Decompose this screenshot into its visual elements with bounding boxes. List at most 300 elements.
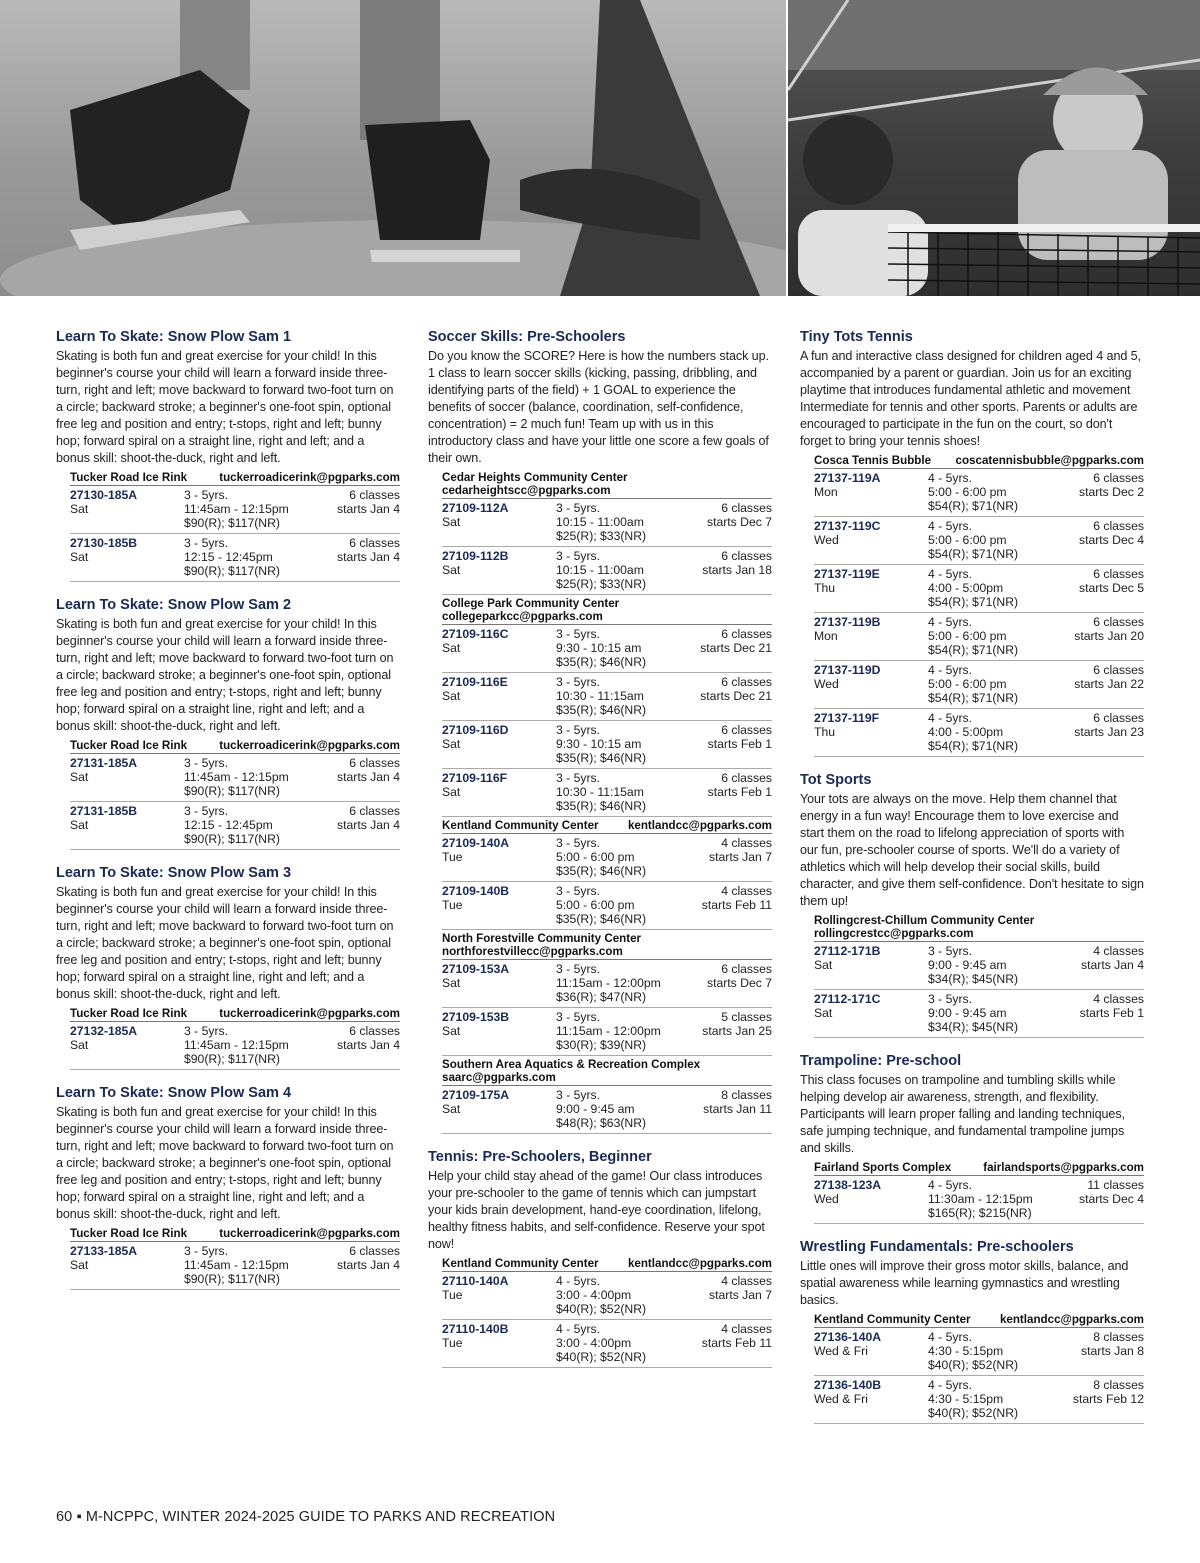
class-row	[70, 1022, 400, 1070]
class-age: 3 - 5yrs.	[556, 1088, 601, 1102]
class-start: starts Jan 7	[709, 1288, 772, 1302]
class-time: 9:00 - 9:45 am	[928, 958, 1007, 972]
location-email: collegeparkcc@pgparks.com	[442, 610, 603, 623]
class-start: starts Dec 4	[1078, 533, 1144, 547]
location-header	[814, 1311, 1144, 1328]
class-spacer	[442, 1302, 556, 1316]
program-section	[428, 1148, 772, 1368]
class-time: 10:15 - 11:00am	[556, 563, 644, 577]
class-spacer	[1079, 499, 1144, 513]
program-title: Learn To Skate: Snow Plow Sam 1	[56, 329, 292, 345]
class-code: 27130-185A	[70, 488, 138, 502]
class-spacer	[814, 499, 928, 513]
class-start: starts Jan 23	[1074, 725, 1144, 739]
class-age: 3 - 5yrs.	[556, 771, 601, 785]
class-fee: $25(R); $33(NR)	[556, 577, 647, 591]
class-spacer	[442, 912, 556, 926]
class-spacer	[700, 703, 772, 717]
class-row	[814, 565, 1144, 613]
class-spacer	[702, 1350, 772, 1364]
class-fee: $30(R); $39(NR)	[556, 1038, 647, 1052]
class-start: starts Jan 11	[703, 1102, 772, 1116]
class-day: Sat	[442, 563, 461, 577]
program-title: Learn To Skate: Snow Plow Sam 3	[56, 865, 292, 881]
class-day: Sat	[442, 515, 461, 529]
program-description: Your tots are always on the move. Help them channel that energy in a fun way! Encourage them to love exercise and start them on the road to lifelong appreciation of sports with our fun, pre-schooler course of sports. We'll do a variety of athletics which will help develop their social skills, build character, and give them self-confidence. Don't hesitate to sign them up!	[800, 792, 1144, 908]
class-fee: $35(R); $46(NR)	[556, 912, 647, 926]
class-time: 10:15 - 11:00am	[556, 515, 644, 529]
class-spacer	[1074, 643, 1144, 657]
class-day: Sat	[442, 689, 461, 703]
class-spacer	[70, 1272, 184, 1286]
class-time: 11:45am - 12:15pm	[184, 1258, 289, 1272]
class-age: 3 - 5yrs.	[556, 675, 601, 689]
class-day: Tue	[442, 1288, 463, 1302]
class-fee: $34(R); $45(NR)	[928, 972, 1019, 986]
class-count: 4 classes	[721, 1322, 772, 1336]
class-code: 27109-153B	[442, 1010, 510, 1024]
column-2	[428, 328, 772, 1382]
class-spacer	[708, 751, 772, 765]
class-spacer	[1073, 1406, 1144, 1420]
class-fee: $35(R); $46(NR)	[556, 799, 647, 813]
class-row	[442, 1086, 772, 1134]
class-spacer	[1079, 1206, 1144, 1220]
class-count: 6 classes	[721, 723, 772, 737]
class-code: 27137-119B	[814, 615, 881, 629]
class-age: 3 - 5yrs.	[184, 1024, 229, 1038]
class-code: 27130-185B	[70, 536, 138, 550]
class-start: starts Dec 2	[1078, 485, 1144, 499]
class-day: Tue	[442, 850, 463, 864]
class-row	[442, 960, 772, 1008]
class-spacer	[70, 564, 184, 578]
class-code: 27110-140A	[442, 1274, 509, 1288]
location-header	[442, 930, 772, 960]
class-age: 3 - 5yrs.	[928, 992, 973, 1006]
class-count: 6 classes	[349, 1024, 400, 1038]
program-section	[800, 328, 1144, 757]
class-spacer	[442, 990, 556, 1004]
class-start: starts Jan 4	[337, 502, 400, 516]
class-spacer	[700, 655, 772, 669]
class-day: Wed	[814, 1192, 839, 1206]
class-spacer	[1081, 972, 1144, 986]
class-age: 3 - 5yrs.	[184, 804, 229, 818]
class-start: starts Feb 1	[707, 785, 772, 799]
class-count: 6 classes	[1093, 711, 1144, 725]
class-spacer	[814, 1020, 928, 1034]
location-name: Kentland Community Center	[814, 1313, 971, 1326]
location-header	[70, 1005, 400, 1022]
class-row	[814, 517, 1144, 565]
class-code: 27109-153A	[442, 962, 510, 976]
class-spacer	[442, 751, 556, 765]
class-day: Sat	[442, 976, 461, 990]
class-fee: $54(R); $71(NR)	[928, 595, 1019, 609]
program-title: Wrestling Fundamentals: Pre-schoolers	[800, 1239, 1074, 1255]
program-description: This class focuses on trampoline and tumbling skills while helping develop air awareness, strength, and flexibility. Participants will learn proper falling and landing techniques, safe jumping technique, and fundamental trampoline jumps and skills.	[800, 1073, 1125, 1155]
location-header	[70, 1225, 400, 1242]
class-code: 27112-171C	[814, 992, 881, 1006]
class-row	[814, 1328, 1144, 1376]
location-email: coscatennisbubble@pgparks.com	[955, 454, 1144, 467]
class-fee: $54(R); $71(NR)	[928, 739, 1019, 753]
class-age: 4 - 5yrs.	[556, 1322, 601, 1336]
class-spacer	[814, 1206, 928, 1220]
class-row	[442, 834, 772, 882]
class-spacer	[70, 1052, 184, 1066]
class-age: 4 - 5yrs.	[928, 1378, 973, 1392]
class-count: 6 classes	[349, 756, 400, 770]
class-day: Sat	[70, 818, 89, 832]
class-day: Wed	[814, 533, 839, 547]
class-row	[814, 469, 1144, 517]
class-age: 3 - 5yrs.	[556, 836, 601, 850]
location-email: rollingcrestcc@pgparks.com	[814, 927, 974, 940]
class-fee: $35(R); $46(NR)	[556, 751, 647, 765]
class-code: 27138-123A	[814, 1178, 882, 1192]
class-spacer	[442, 703, 556, 717]
class-day: Thu	[814, 581, 836, 595]
class-fee: $54(R); $71(NR)	[928, 691, 1019, 705]
class-spacer	[70, 516, 184, 530]
class-count: 6 classes	[721, 501, 772, 515]
class-spacer	[337, 832, 400, 846]
class-spacer	[337, 516, 400, 530]
class-day: Sat	[70, 770, 89, 784]
class-count: 6 classes	[1093, 567, 1144, 581]
class-fee: $90(R); $117(NR)	[184, 564, 280, 578]
class-day: Sat	[814, 958, 833, 972]
class-fee: $40(R); $52(NR)	[556, 1302, 647, 1316]
class-count: 6 classes	[1093, 519, 1144, 533]
class-fee: $40(R); $52(NR)	[556, 1350, 647, 1364]
class-time: 10:30 - 11:15am	[556, 785, 644, 799]
class-start: starts Feb 11	[701, 898, 772, 912]
class-age: 4 - 5yrs.	[928, 615, 973, 629]
class-count: 6 classes	[721, 675, 772, 689]
class-time: 12:15 - 12:45pm	[184, 818, 273, 832]
class-time: 4:00 - 5:00pm	[928, 581, 1004, 595]
location-email: kentlandcc@pgparks.com	[627, 1257, 772, 1270]
class-fee: $35(R); $46(NR)	[556, 655, 647, 669]
class-row	[442, 769, 772, 817]
location-email: cedarheightscc@pgparks.com	[442, 484, 611, 497]
class-fee: $48(R); $63(NR)	[556, 1116, 647, 1130]
skating-photo-art	[0, 0, 786, 296]
location-name: Southern Area Aquatics & Recreation Complex	[442, 1058, 701, 1071]
program-title: Tennis: Pre-Schoolers, Beginner	[428, 1149, 652, 1165]
class-start: starts Jan 8	[1081, 1344, 1144, 1358]
location-header	[814, 912, 1144, 942]
class-fee: $54(R); $71(NR)	[928, 499, 1019, 513]
program-section	[800, 771, 1144, 1038]
class-count: 6 classes	[721, 962, 772, 976]
location-name: Tucker Road Ice Rink	[70, 1227, 188, 1240]
location-email: kentlandcc@pgparks.com	[999, 1313, 1144, 1326]
class-time: 5:00 - 6:00 pm	[928, 485, 1007, 499]
program-description: Skating is both fun and great exercise for your child! In this beginner's course your child will learn a forward inside three-turn, right and left; move backward to forward two-foot turn on a circle; backward stroke; a beginner's one-foot spin, optional free leg and position and entry; t-stops, right and left; bunny hop; forward spiral on a straight line, right and left; and a bonus skill: shoot-the-duck, right and left.	[56, 617, 394, 733]
class-start: starts Feb 1	[707, 737, 772, 751]
class-time: 10:30 - 11:15am	[556, 689, 644, 703]
tennis-photo	[788, 0, 1200, 296]
class-spacer	[702, 912, 772, 926]
class-count: 4 classes	[721, 1274, 772, 1288]
class-count: 8 classes	[721, 1088, 772, 1102]
class-row	[814, 1376, 1144, 1424]
class-age: 3 - 5yrs.	[184, 536, 229, 550]
class-spacer	[814, 643, 928, 657]
class-time: 5:00 - 6:00 pm	[928, 629, 1007, 643]
class-code: 27110-140B	[442, 1322, 509, 1336]
class-spacer	[709, 864, 772, 878]
class-spacer	[1079, 547, 1144, 561]
class-fee: $90(R); $117(NR)	[184, 1272, 280, 1286]
location-email: kentlandcc@pgparks.com	[627, 819, 772, 832]
class-fee: $54(R); $71(NR)	[928, 643, 1019, 657]
class-day: Mon	[814, 629, 838, 643]
location-header	[814, 452, 1144, 469]
class-count: 6 classes	[349, 804, 400, 818]
class-start: starts Dec 4	[1078, 1192, 1144, 1206]
class-day: Sat	[442, 1102, 461, 1116]
class-start: starts Dec 5	[1078, 581, 1144, 595]
skating-photo	[0, 0, 786, 296]
class-code: 27136-140A	[814, 1330, 882, 1344]
location-email: tuckerroadicerink@pgparks.com	[219, 1227, 400, 1240]
class-age: 4 - 5yrs.	[928, 519, 973, 533]
class-code: 27137-119E	[814, 567, 880, 581]
program-section	[56, 596, 400, 850]
program-section	[56, 1084, 400, 1290]
class-start: starts Jan 18	[702, 563, 772, 577]
program-description: Do you know the SCORE? Here is how the numbers stack up. 1 class to learn soccer skills (kicking, passing, dribbling, and identifying parts of the field) + 1 GOAL to experience the benefits of soccer (balance, coordination, self-confidence, concentration) = 2 much fun! Team up with us in this introductory class and have your little one score a few goals of their own.	[428, 349, 769, 465]
class-start: starts Jan 22	[1074, 677, 1144, 691]
class-start: starts Jan 25	[702, 1024, 772, 1038]
class-start: starts Dec 7	[706, 515, 772, 529]
class-count: 6 classes	[349, 1244, 400, 1258]
class-code: 27137-119A	[814, 471, 881, 485]
location-header	[442, 1056, 772, 1086]
class-start: starts Jan 4	[1081, 958, 1144, 972]
class-time: 3:00 - 4:00pm	[556, 1336, 632, 1350]
class-spacer	[814, 595, 928, 609]
class-age: 3 - 5yrs.	[556, 884, 601, 898]
program-description: Skating is both fun and great exercise for your child! In this beginner's course your child will learn a forward inside three-turn, right and left; move backward to forward two-foot turn on a circle; backward stroke; a beginner's one-foot spin, optional free leg and position and entry; t-stops, right and left; bunny hop; forward spiral on a straight line, right and left; and a bonus skill: shoot-the-duck, right and left.	[56, 349, 394, 465]
class-age: 3 - 5yrs.	[556, 501, 601, 515]
location-email: tuckerroadicerink@pgparks.com	[219, 1007, 400, 1020]
location-name: Kentland Community Center	[442, 819, 599, 832]
location-email: fairlandsports@pgparks.com	[983, 1161, 1144, 1174]
class-start: starts Jan 4	[337, 550, 400, 564]
column-1	[56, 328, 400, 1304]
program-section	[56, 864, 400, 1070]
location-name: Cosca Tennis Bubble	[814, 454, 932, 467]
class-time: 11:45am - 12:15pm	[184, 502, 289, 516]
location-email: tuckerroadicerink@pgparks.com	[219, 471, 400, 484]
class-day: Wed & Fri	[814, 1392, 868, 1406]
class-code: 27137-119D	[814, 663, 881, 677]
class-day: Sat	[70, 1258, 89, 1272]
class-age: 3 - 5yrs.	[556, 627, 601, 641]
class-spacer	[702, 1038, 772, 1052]
program-section	[800, 1238, 1144, 1424]
class-start: starts Dec 7	[706, 976, 772, 990]
class-count: 6 classes	[1093, 471, 1144, 485]
class-age: 4 - 5yrs.	[928, 567, 973, 581]
location-header	[70, 469, 400, 486]
class-fee: $40(R); $52(NR)	[928, 1358, 1019, 1372]
class-day: Sat	[814, 1006, 833, 1020]
class-row	[814, 661, 1144, 709]
class-fee: $36(R); $47(NR)	[556, 990, 647, 1004]
class-fee: $165(R); $215(NR)	[928, 1206, 1032, 1220]
program-title: Tot Sports	[800, 772, 872, 788]
class-spacer	[1079, 595, 1144, 609]
class-age: 4 - 5yrs.	[928, 1330, 973, 1344]
class-spacer	[1074, 739, 1144, 753]
class-day: Sat	[442, 1024, 461, 1038]
class-spacer	[702, 577, 772, 591]
program-description: Skating is both fun and great exercise for your child! In this beginner's course your child will learn a forward inside three-turn, right and left; move backward to forward two-foot turn on a circle; backward stroke; a beginner's one-foot spin, optional free leg and position and entry; t-stops, right and left; bunny hop; forward spiral on a straight line, right and left; and a bonus skill: shoot-the-duck, right and left.	[56, 1105, 394, 1221]
class-row	[70, 754, 400, 802]
class-fee: $35(R); $46(NR)	[556, 703, 647, 717]
location-name: College Park Community Center	[442, 597, 620, 610]
class-count: 6 classes	[349, 488, 400, 502]
class-age: 3 - 5yrs.	[184, 488, 229, 502]
tennis-photo-art	[788, 0, 1200, 296]
class-code: 27109-112B	[442, 549, 509, 563]
class-fee: $54(R); $71(NR)	[928, 547, 1019, 561]
class-code: 27109-140A	[442, 836, 510, 850]
class-code: 27133-185A	[70, 1244, 138, 1258]
program-description: A fun and interactive class designed for children aged 4 and 5, accompanied by a parent or guardian. Join us for an exciting playtime that introduces fundamental athletic and movement Intermediate for tennis and other sports. Parents or adults are encouraged to participate in the fun on the court, so don't forget to bring your tennis shoes!	[800, 349, 1141, 448]
location-header	[442, 817, 772, 834]
class-count: 8 classes	[1093, 1330, 1144, 1344]
class-age: 3 - 5yrs.	[556, 1010, 601, 1024]
location-name: North Forestville Community Center	[442, 932, 642, 945]
class-start: starts Jan 4	[337, 1038, 400, 1052]
location-header	[814, 1159, 1144, 1176]
class-time: 11:45am - 12:15pm	[184, 770, 289, 784]
class-spacer	[442, 529, 556, 543]
class-code: 27109-112A	[442, 501, 509, 515]
class-code: 27109-116C	[442, 627, 509, 641]
class-day: Tue	[442, 898, 463, 912]
class-time: 5:00 - 6:00 pm	[928, 533, 1007, 547]
class-time: 4:30 - 5:15pm	[928, 1344, 1004, 1358]
class-count: 6 classes	[1093, 663, 1144, 677]
class-code: 27109-175A	[442, 1088, 510, 1102]
location-email: tuckerroadicerink@pgparks.com	[219, 739, 400, 752]
class-day: Tue	[442, 1336, 463, 1350]
class-age: 3 - 5yrs.	[556, 723, 601, 737]
class-row	[814, 1176, 1144, 1224]
program-title: Learn To Skate: Snow Plow Sam 4	[56, 1085, 292, 1101]
class-row	[442, 673, 772, 721]
class-time: 11:45am - 12:15pm	[184, 1038, 289, 1052]
location-name: Rollingcrest-Chillum Community Center	[814, 914, 1035, 927]
program-title: Tiny Tots Tennis	[800, 329, 913, 345]
class-spacer	[337, 1052, 400, 1066]
class-code: 27109-116E	[442, 675, 508, 689]
class-count: 4 classes	[1093, 992, 1144, 1006]
location-email: saarc@pgparks.com	[442, 1071, 556, 1084]
class-time: 9:00 - 9:45 am	[928, 1006, 1007, 1020]
class-time: 9:30 - 10:15 am	[556, 737, 642, 751]
class-day: Sat	[442, 785, 461, 799]
class-spacer	[814, 691, 928, 705]
class-code: 27132-185A	[70, 1024, 138, 1038]
program-title: Trampoline: Pre-school	[800, 1053, 962, 1069]
class-code: 27112-171B	[814, 944, 881, 958]
class-spacer	[814, 972, 928, 986]
class-time: 11:15am - 12:00pm	[556, 1024, 661, 1038]
class-spacer	[337, 784, 400, 798]
class-time: 9:00 - 9:45 am	[556, 1102, 635, 1116]
class-start: starts Feb 12	[1072, 1392, 1144, 1406]
class-time: 12:15 - 12:45pm	[184, 550, 273, 564]
class-count: 5 classes	[721, 1010, 772, 1024]
class-row	[70, 486, 400, 534]
class-spacer	[814, 1406, 928, 1420]
class-spacer	[442, 1038, 556, 1052]
class-spacer	[1080, 1020, 1144, 1034]
class-count: 11 classes	[1087, 1178, 1144, 1192]
class-start: starts Jan 20	[1074, 629, 1144, 643]
class-row	[442, 882, 772, 930]
class-fee: $90(R); $117(NR)	[184, 1052, 280, 1066]
class-time: 11:30am - 12:15pm	[928, 1192, 1033, 1206]
class-start: starts Jan 4	[337, 1258, 400, 1272]
class-spacer	[337, 1272, 400, 1286]
page-footer: 60 ▪ M-NCPPC, WINTER 2024-2025 GUIDE TO PARKS AND RECREATION	[56, 1509, 556, 1525]
class-age: 3 - 5yrs.	[556, 549, 601, 563]
class-age: 4 - 5yrs.	[928, 1178, 973, 1192]
class-row	[442, 1320, 772, 1368]
program-description: Help your child stay ahead of the game! Our class introduces your pre-schooler to the game of tennis which can jumpstart your kids brain development, hand-eye coordination, lifelong, healthy fitness habits, and self-confidence. Reserve your spot now!	[428, 1169, 765, 1251]
class-row	[70, 1242, 400, 1290]
class-start: starts Jan 4	[337, 770, 400, 784]
class-spacer	[814, 739, 928, 753]
class-count: 6 classes	[1093, 615, 1144, 629]
class-time: 5:00 - 6:00 pm	[928, 677, 1007, 691]
class-code: 27131-185A	[70, 756, 138, 770]
program-description: Skating is both fun and great exercise for your child! In this beginner's course your child will learn a forward inside three-turn, right and left; move backward to forward two-foot turn on a circle; backward stroke; a beginner's one-foot spin, optional free leg and position and entry; t-stops, right and left; bunny hop; forward spiral on a straight line, right and left; and a bonus skill: shoot-the-duck, right and left.	[56, 885, 394, 1001]
class-day: Sat	[442, 737, 461, 751]
class-age: 4 - 5yrs.	[928, 711, 973, 725]
class-code: 27131-185B	[70, 804, 138, 818]
program-section	[56, 328, 400, 582]
class-fee: $35(R); $46(NR)	[556, 864, 647, 878]
class-code: 27109-140B	[442, 884, 510, 898]
class-count: 6 classes	[721, 627, 772, 641]
class-day: Mon	[814, 485, 838, 499]
class-fee: $40(R); $52(NR)	[928, 1406, 1019, 1420]
class-row	[442, 721, 772, 769]
class-day: Sat	[442, 641, 461, 655]
class-count: 4 classes	[1093, 944, 1144, 958]
class-start: starts Jan 4	[337, 818, 400, 832]
class-spacer	[70, 784, 184, 798]
class-time: 4:00 - 5:00pm	[928, 725, 1004, 739]
class-row	[442, 547, 772, 595]
class-count: 6 classes	[721, 771, 772, 785]
class-row	[70, 534, 400, 582]
class-time: 5:00 - 6:00 pm	[556, 850, 635, 864]
class-spacer	[442, 577, 556, 591]
